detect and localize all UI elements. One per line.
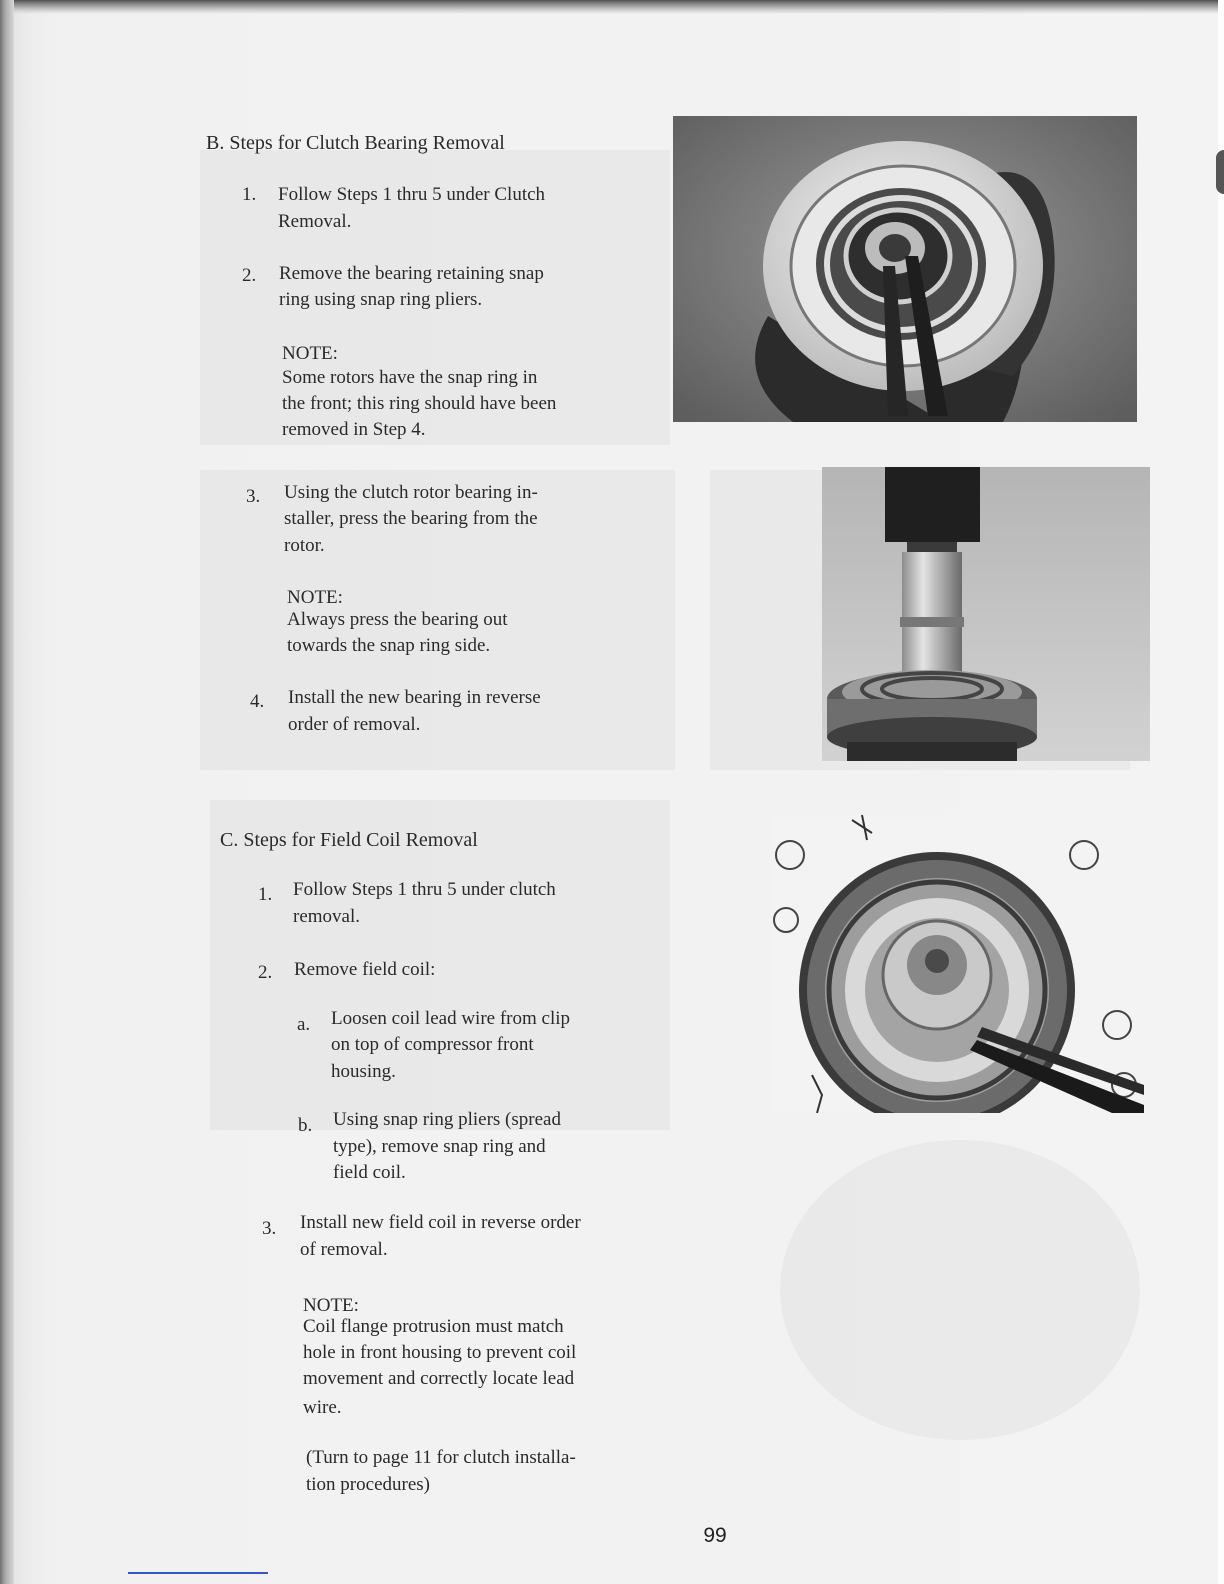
page-top-edge [0,0,1224,14]
photo-bearing-press [822,467,1150,761]
scan-edge-line [128,1572,268,1574]
substep-text-line: Using snap ring pliers (spread [333,1109,561,1130]
step-text-line: Removal. [278,211,352,232]
substep-letter: b. [298,1115,313,1136]
step-text-line: rotor. [284,535,325,556]
note-text-line: Coil flange protrusion must match [303,1316,564,1337]
step-number: 1. [258,884,273,905]
photo-snap-ring-removal [673,116,1137,422]
step-number: 2. [258,962,273,983]
note-text-line: Always press the bearing out [287,609,508,630]
step-number: 3. [246,486,261,507]
photo-field-coil-removal [772,815,1144,1113]
step-text-line: of removal. [300,1239,388,1260]
substep-text-line: on top of compressor front [331,1034,534,1055]
step-number: 3. [262,1218,277,1239]
step-text-line: ring using snap ring pliers. [279,289,483,310]
section-b-heading: B. Steps for Clutch Bearing Removal [206,132,505,154]
note-text-line: wire. [303,1397,342,1418]
step-text-line: staller, press the bearing from the [284,508,538,529]
note-text-line: hole in front housing to prevent coil [303,1342,577,1363]
step-text-line: Follow Steps 1 thru 5 under Clutch [278,184,546,205]
turn-to-text-line: (Turn to page 11 for clutch installa- [306,1447,576,1468]
step-number: 2. [242,265,257,286]
note-label: NOTE: [287,587,343,608]
step-text-line: Follow Steps 1 thru 5 under clutch [293,879,556,900]
note-label: NOTE: [282,343,338,364]
note-text-line: the front; this ring should have been [282,393,557,414]
note-text-line: Some rotors have the snap ring in [282,367,538,388]
step-text-line: order of removal. [288,714,421,735]
step-text-line: removal. [293,906,361,927]
book-spine [0,0,14,1584]
note-text-line: movement and correctly locate lead [303,1368,575,1389]
step-text-line: Remove field coil: [294,959,436,980]
step-text-line: Using the clutch rotor bearing in- [284,482,538,503]
note-label: NOTE: [303,1295,359,1316]
step-number: 1. [242,184,257,205]
page-right-edge [1218,0,1224,1584]
step-number: 4. [250,691,265,712]
section-c-heading: C. Steps for Field Coil Removal [220,829,478,851]
step-text-line: Remove the bearing retaining snap [279,263,544,284]
step-text-line: Install the new bearing in reverse [288,687,541,708]
substep-letter: a. [297,1014,311,1035]
substep-text-line: type), remove snap ring and [333,1136,546,1157]
bleed-through-photo-4 [780,1140,1140,1440]
step-text-line: Install new field coil in reverse order [300,1212,581,1233]
substep-text-line: Loosen coil lead wire from clip [331,1008,571,1029]
page-edge-notch [1216,150,1224,194]
substep-text-line: housing. [331,1061,396,1082]
turn-to-text-line: tion procedures) [306,1474,430,1495]
note-text-line: removed in Step 4. [282,419,426,440]
note-text-line: towards the snap ring side. [287,635,491,656]
page-number: 99 [703,1524,727,1547]
substep-text-line: field coil. [333,1162,406,1183]
